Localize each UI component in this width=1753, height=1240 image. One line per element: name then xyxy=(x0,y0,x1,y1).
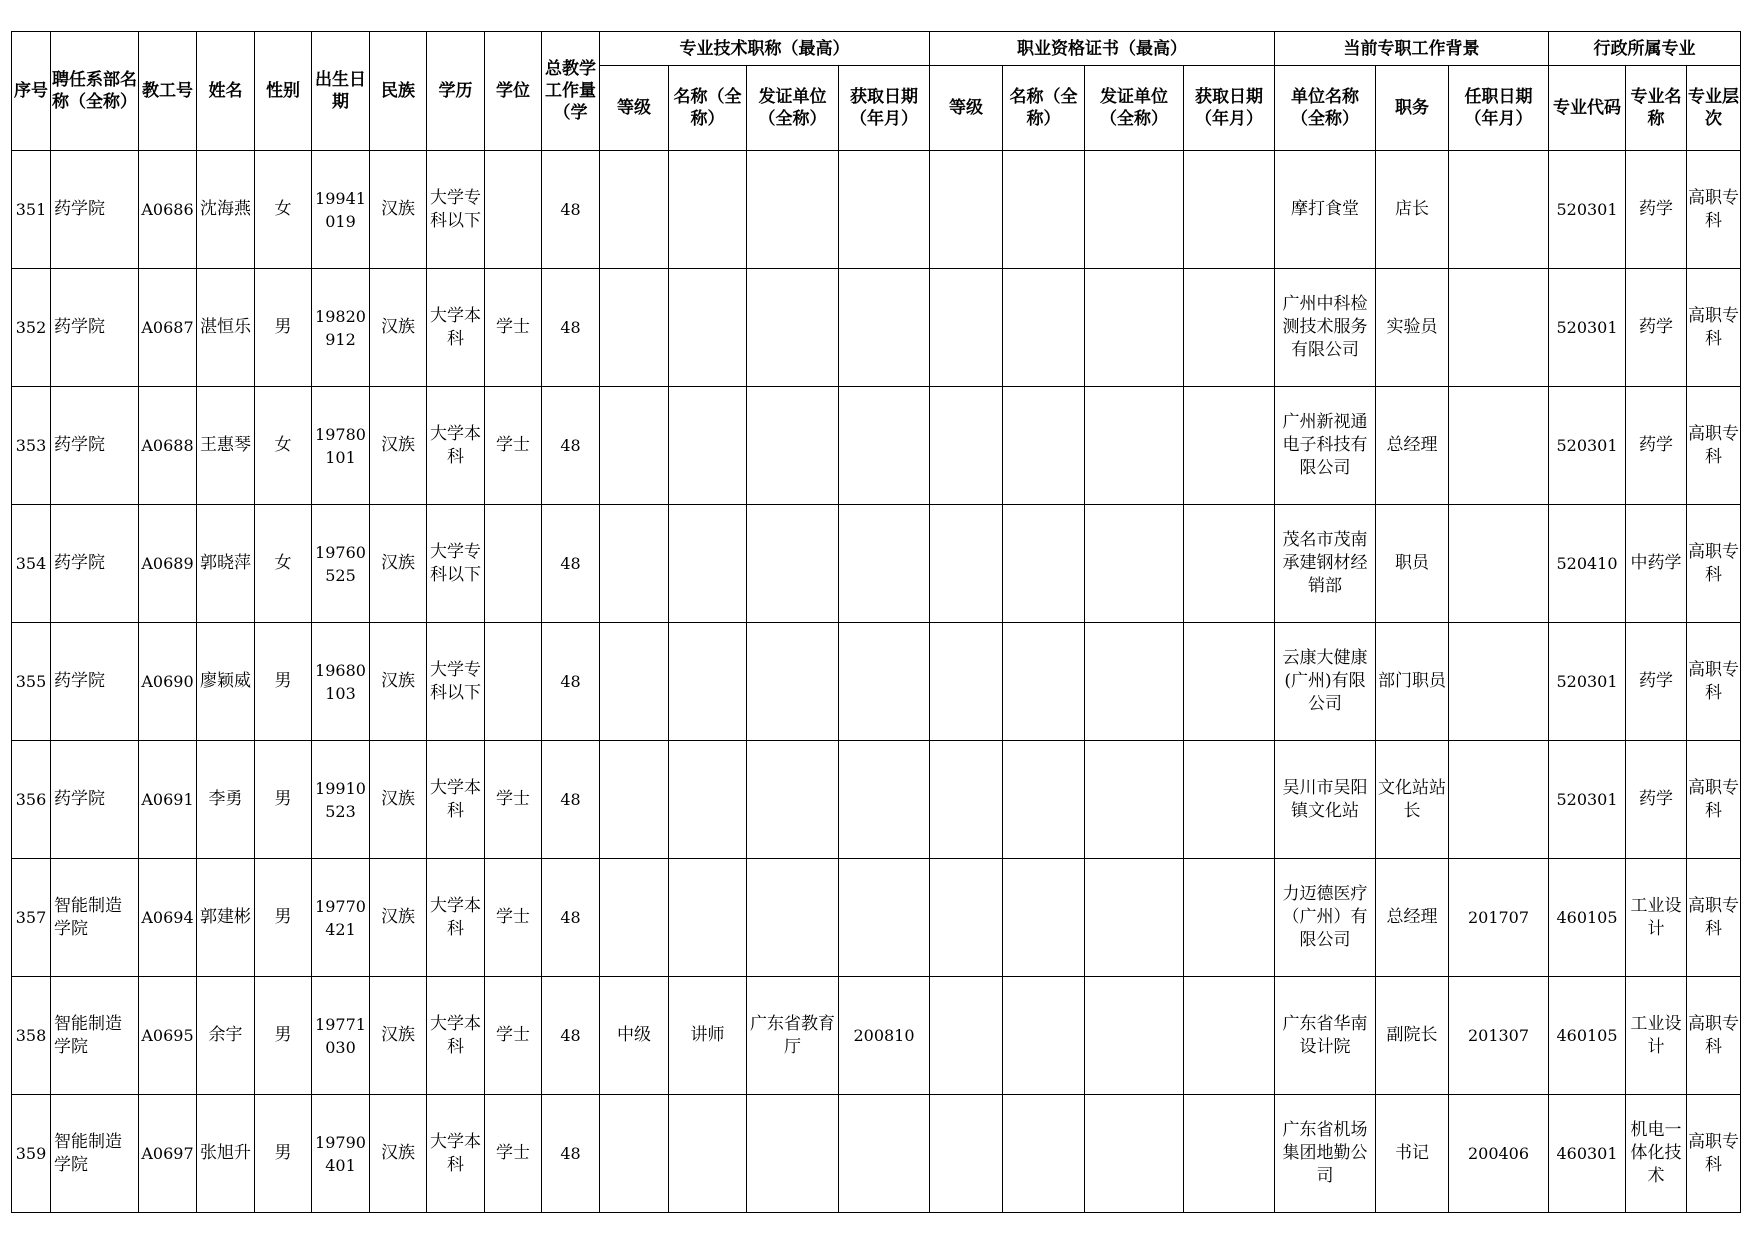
cell-cert-level xyxy=(930,1095,1003,1213)
cell-title-date xyxy=(839,859,930,977)
cell-birth: 19790401 xyxy=(312,1095,370,1213)
header-job-unit: 单位名称（全称） xyxy=(1275,66,1376,151)
cell-cert-issuer xyxy=(1085,741,1184,859)
table-row xyxy=(12,741,1741,859)
cell-title-issuer xyxy=(747,387,839,505)
header-cert-level: 等级 xyxy=(930,66,1003,151)
cell-major-name: 工业设计 xyxy=(1626,977,1687,1095)
cell-major-name: 中药学 xyxy=(1626,505,1687,623)
header-ethnicity: 民族 xyxy=(370,32,427,151)
cell-title-name xyxy=(669,151,747,269)
cell-ethnicity: 汉族 xyxy=(370,1095,427,1213)
cell-workload: 48 xyxy=(542,505,600,623)
cell-education: 大学专科以下 xyxy=(427,623,485,741)
header-cert-date: 获取日期（年月） xyxy=(1184,66,1275,151)
cell-seq: 359 xyxy=(12,1095,51,1213)
cell-degree: 学士 xyxy=(485,977,542,1095)
cell-cert-date xyxy=(1184,1095,1275,1213)
cell-dept: 智能制造学院 xyxy=(51,859,139,977)
cell-gender: 男 xyxy=(255,977,312,1095)
header-staff-id: 教工号 xyxy=(139,32,197,151)
cell-title-level xyxy=(600,623,669,741)
cell-title-issuer xyxy=(747,505,839,623)
cell-title-level xyxy=(600,387,669,505)
cell-cert-date xyxy=(1184,623,1275,741)
cell-job-position: 店长 xyxy=(1376,151,1449,269)
cell-major-name: 机电一体化技术 xyxy=(1626,1095,1687,1213)
cell-job-unit: 广州中科检测技术服务有限公司 xyxy=(1275,269,1376,387)
cell-job-unit: 云康大健康(广州)有限公司 xyxy=(1275,623,1376,741)
cell-cert-name xyxy=(1003,269,1085,387)
cell-cert-date xyxy=(1184,387,1275,505)
cell-major-code: 460105 xyxy=(1549,859,1626,977)
cell-cert-level xyxy=(930,151,1003,269)
cell-cert-date xyxy=(1184,977,1275,1095)
cell-degree: 学士 xyxy=(485,269,542,387)
cell-major-name: 药学 xyxy=(1626,387,1687,505)
cell-cert-level xyxy=(930,623,1003,741)
cell-cert-date xyxy=(1184,505,1275,623)
cell-job-date xyxy=(1449,269,1549,387)
cell-job-position: 副院长 xyxy=(1376,977,1449,1095)
cell-birth: 19910523 xyxy=(312,741,370,859)
cell-title-level xyxy=(600,505,669,623)
cell-major-level: 高职专科 xyxy=(1687,505,1741,623)
cell-education: 大学本科 xyxy=(427,1095,485,1213)
header-education: 学历 xyxy=(427,32,485,151)
cell-title-level xyxy=(600,1095,669,1213)
table-row xyxy=(12,269,1741,387)
cell-gender: 女 xyxy=(255,387,312,505)
cell-degree: 学士 xyxy=(485,741,542,859)
cell-staff-id: A0695 xyxy=(139,977,197,1095)
cell-major-level: 高职专科 xyxy=(1687,151,1741,269)
cell-degree: 学士 xyxy=(485,387,542,505)
cell-cert-issuer xyxy=(1085,977,1184,1095)
cell-cert-date xyxy=(1184,269,1275,387)
cell-dept: 药学院 xyxy=(51,505,139,623)
cell-seq: 355 xyxy=(12,623,51,741)
cell-workload: 48 xyxy=(542,387,600,505)
cell-degree xyxy=(485,151,542,269)
cell-degree: 学士 xyxy=(485,859,542,977)
cell-job-unit: 广州新视通电子科技有限公司 xyxy=(1275,387,1376,505)
cell-major-level: 高职专科 xyxy=(1687,977,1741,1095)
cell-staff-id: A0686 xyxy=(139,151,197,269)
cell-title-level xyxy=(600,859,669,977)
cell-title-name xyxy=(669,505,747,623)
cell-job-date xyxy=(1449,151,1549,269)
cell-dept: 药学院 xyxy=(51,151,139,269)
header-birth: 出生日期 xyxy=(312,32,370,151)
cell-name: 廖颖威 xyxy=(197,623,255,741)
cell-dept: 药学院 xyxy=(51,623,139,741)
header-title-issuer: 发证单位（全称） xyxy=(747,66,839,151)
cell-name: 郭晓萍 xyxy=(197,505,255,623)
cell-title-issuer xyxy=(747,623,839,741)
header-name: 姓名 xyxy=(197,32,255,151)
cell-cert-date xyxy=(1184,151,1275,269)
cell-major-code: 520410 xyxy=(1549,505,1626,623)
cell-major-code: 460105 xyxy=(1549,977,1626,1095)
cell-cert-level xyxy=(930,859,1003,977)
cell-major-level: 高职专科 xyxy=(1687,387,1741,505)
cell-dept: 智能制造学院 xyxy=(51,1095,139,1213)
cell-major-code: 520301 xyxy=(1549,387,1626,505)
cell-cert-issuer xyxy=(1085,151,1184,269)
cell-cert-level xyxy=(930,977,1003,1095)
cell-title-name: 讲师 xyxy=(669,977,747,1095)
cell-dept: 药学院 xyxy=(51,387,139,505)
header-seq: 序号 xyxy=(12,32,51,151)
cell-name: 李勇 xyxy=(197,741,255,859)
cell-workload: 48 xyxy=(542,977,600,1095)
cell-major-code: 520301 xyxy=(1549,151,1626,269)
cell-birth: 19680103 xyxy=(312,623,370,741)
cell-ethnicity: 汉族 xyxy=(370,977,427,1095)
cell-cert-date xyxy=(1184,741,1275,859)
cell-job-date: 200406 xyxy=(1449,1095,1549,1213)
cell-staff-id: A0689 xyxy=(139,505,197,623)
cell-major-level: 高职专科 xyxy=(1687,741,1741,859)
cell-seq: 351 xyxy=(12,151,51,269)
cell-title-name xyxy=(669,387,747,505)
header-gender: 性别 xyxy=(255,32,312,151)
cell-education: 大学本科 xyxy=(427,859,485,977)
cell-cert-level xyxy=(930,269,1003,387)
cell-cert-issuer xyxy=(1085,859,1184,977)
cell-cert-name xyxy=(1003,623,1085,741)
cell-title-name xyxy=(669,269,747,387)
cell-staff-id: A0690 xyxy=(139,623,197,741)
cell-workload: 48 xyxy=(542,859,600,977)
cell-job-unit: 吴川市吴阳镇文化站 xyxy=(1275,741,1376,859)
header-major-level: 专业层次 xyxy=(1687,66,1741,151)
cell-job-position: 总经理 xyxy=(1376,859,1449,977)
cell-name: 王惠琴 xyxy=(197,387,255,505)
cell-birth: 19941019 xyxy=(312,151,370,269)
cell-seq: 353 xyxy=(12,387,51,505)
cell-seq: 354 xyxy=(12,505,51,623)
cell-major-code: 460301 xyxy=(1549,1095,1626,1213)
cell-title-level xyxy=(600,741,669,859)
cell-workload: 48 xyxy=(542,741,600,859)
cell-major-name: 药学 xyxy=(1626,151,1687,269)
header-major-name: 专业名称 xyxy=(1626,66,1687,151)
cell-gender: 女 xyxy=(255,505,312,623)
header-major-code: 专业代码 xyxy=(1549,66,1626,151)
cell-cert-level xyxy=(930,741,1003,859)
cell-title-issuer xyxy=(747,1095,839,1213)
cell-gender: 男 xyxy=(255,741,312,859)
cell-title-level xyxy=(600,151,669,269)
cell-birth: 19771030 xyxy=(312,977,370,1095)
cell-title-date xyxy=(839,269,930,387)
cell-workload: 48 xyxy=(542,151,600,269)
cell-ethnicity: 汉族 xyxy=(370,387,427,505)
cell-workload: 48 xyxy=(542,1095,600,1213)
cell-job-position: 总经理 xyxy=(1376,387,1449,505)
cell-staff-id: A0687 xyxy=(139,269,197,387)
cell-title-issuer xyxy=(747,741,839,859)
cell-title-date xyxy=(839,387,930,505)
cell-staff-id: A0691 xyxy=(139,741,197,859)
table-row xyxy=(12,151,1741,269)
cell-birth: 19760525 xyxy=(312,505,370,623)
cell-title-name xyxy=(669,1095,747,1213)
cell-title-date xyxy=(839,1095,930,1213)
table-row xyxy=(12,859,1741,977)
cell-major-name: 药学 xyxy=(1626,623,1687,741)
header-title-level: 等级 xyxy=(600,66,669,151)
header-group-cert: 职业资格证书（最高） xyxy=(930,32,1275,66)
header-job-position: 职务 xyxy=(1376,66,1449,151)
header-group-job: 当前专职工作背景 xyxy=(1275,32,1549,66)
cell-title-date: 200810 xyxy=(839,977,930,1095)
cell-title-date xyxy=(839,505,930,623)
cell-title-level: 中级 xyxy=(600,977,669,1095)
cell-major-name: 药学 xyxy=(1626,269,1687,387)
cell-title-issuer: 广东省教育厅 xyxy=(747,977,839,1095)
cell-seq: 356 xyxy=(12,741,51,859)
cell-title-date xyxy=(839,151,930,269)
cell-job-date xyxy=(1449,623,1549,741)
header-title-date: 获取日期（年月） xyxy=(839,66,930,151)
cell-staff-id: A0697 xyxy=(139,1095,197,1213)
cell-cert-name xyxy=(1003,387,1085,505)
cell-degree xyxy=(485,505,542,623)
cell-job-date: 201707 xyxy=(1449,859,1549,977)
cell-major-level: 高职专科 xyxy=(1687,1095,1741,1213)
cell-staff-id: A0694 xyxy=(139,859,197,977)
cell-title-date xyxy=(839,741,930,859)
cell-cert-issuer xyxy=(1085,1095,1184,1213)
staff-table xyxy=(11,31,1741,1213)
cell-title-issuer xyxy=(747,151,839,269)
header-degree: 学位 xyxy=(485,32,542,151)
cell-job-unit: 力迈德医疗（广州）有限公司 xyxy=(1275,859,1376,977)
cell-title-name xyxy=(669,741,747,859)
cell-seq: 358 xyxy=(12,977,51,1095)
cell-major-level: 高职专科 xyxy=(1687,623,1741,741)
cell-dept: 药学院 xyxy=(51,269,139,387)
cell-name: 沈海燕 xyxy=(197,151,255,269)
cell-ethnicity: 汉族 xyxy=(370,859,427,977)
cell-title-issuer xyxy=(747,859,839,977)
table-row xyxy=(12,977,1741,1095)
cell-cert-name xyxy=(1003,741,1085,859)
cell-gender: 男 xyxy=(255,623,312,741)
cell-job-position: 部门职员 xyxy=(1376,623,1449,741)
cell-name: 余宇 xyxy=(197,977,255,1095)
cell-job-unit: 广东省机场集团地勤公司 xyxy=(1275,1095,1376,1213)
cell-major-code: 520301 xyxy=(1549,623,1626,741)
cell-job-position: 文化站站长 xyxy=(1376,741,1449,859)
cell-gender: 女 xyxy=(255,151,312,269)
cell-major-name: 药学 xyxy=(1626,741,1687,859)
cell-education: 大学专科以下 xyxy=(427,505,485,623)
cell-job-position: 书记 xyxy=(1376,1095,1449,1213)
cell-degree: 学士 xyxy=(485,1095,542,1213)
table-row xyxy=(12,387,1741,505)
cell-cert-issuer xyxy=(1085,269,1184,387)
header-cert-name: 名称（全称） xyxy=(1003,66,1085,151)
cell-job-date xyxy=(1449,741,1549,859)
cell-education: 大学本科 xyxy=(427,269,485,387)
cell-major-code: 520301 xyxy=(1549,269,1626,387)
cell-dept: 药学院 xyxy=(51,741,139,859)
header-job-date: 任职日期（年月） xyxy=(1449,66,1549,151)
cell-job-date xyxy=(1449,387,1549,505)
table-row xyxy=(12,505,1741,623)
cell-job-date xyxy=(1449,505,1549,623)
cell-name: 郭建彬 xyxy=(197,859,255,977)
cell-education: 大学本科 xyxy=(427,387,485,505)
cell-job-position: 职员 xyxy=(1376,505,1449,623)
cell-birth: 19780101 xyxy=(312,387,370,505)
cell-gender: 男 xyxy=(255,859,312,977)
cell-major-level: 高职专科 xyxy=(1687,269,1741,387)
cell-ethnicity: 汉族 xyxy=(370,741,427,859)
cell-seq: 352 xyxy=(12,269,51,387)
cell-job-position: 实验员 xyxy=(1376,269,1449,387)
cell-cert-name xyxy=(1003,977,1085,1095)
cell-title-date xyxy=(839,623,930,741)
header-dept: 聘任系部名称（全称） xyxy=(51,32,139,151)
cell-cert-name xyxy=(1003,859,1085,977)
cell-seq: 357 xyxy=(12,859,51,977)
header-group-title: 专业技术职称（最高） xyxy=(600,32,930,66)
cell-job-unit: 广东省华南设计院 xyxy=(1275,977,1376,1095)
cell-name: 湛恒乐 xyxy=(197,269,255,387)
cell-major-name: 工业设计 xyxy=(1626,859,1687,977)
cell-job-unit: 茂名市茂南承建钢材经销部 xyxy=(1275,505,1376,623)
cell-ethnicity: 汉族 xyxy=(370,269,427,387)
cell-cert-name xyxy=(1003,151,1085,269)
cell-cert-level xyxy=(930,387,1003,505)
cell-cert-name xyxy=(1003,505,1085,623)
cell-ethnicity: 汉族 xyxy=(370,623,427,741)
cell-staff-id: A0688 xyxy=(139,387,197,505)
header-workload: 总教学工作量（学 xyxy=(542,32,600,151)
cell-title-name xyxy=(669,859,747,977)
cell-ethnicity: 汉族 xyxy=(370,505,427,623)
cell-cert-date xyxy=(1184,859,1275,977)
cell-job-date: 201307 xyxy=(1449,977,1549,1095)
cell-workload: 48 xyxy=(542,269,600,387)
cell-cert-issuer xyxy=(1085,505,1184,623)
cell-cert-level xyxy=(930,505,1003,623)
cell-education: 大学本科 xyxy=(427,741,485,859)
cell-education: 大学本科 xyxy=(427,977,485,1095)
cell-degree xyxy=(485,623,542,741)
header-title-name: 名称（全称） xyxy=(669,66,747,151)
cell-cert-issuer xyxy=(1085,623,1184,741)
cell-birth: 19820912 xyxy=(312,269,370,387)
cell-gender: 男 xyxy=(255,269,312,387)
header-group-major: 行政所属专业 xyxy=(1549,32,1741,66)
cell-title-level xyxy=(600,269,669,387)
cell-job-unit: 摩打食堂 xyxy=(1275,151,1376,269)
cell-gender: 男 xyxy=(255,1095,312,1213)
table-row xyxy=(12,623,1741,741)
header-cert-issuer: 发证单位（全称） xyxy=(1085,66,1184,151)
cell-major-level: 高职专科 xyxy=(1687,859,1741,977)
cell-ethnicity: 汉族 xyxy=(370,151,427,269)
cell-name: 张旭升 xyxy=(197,1095,255,1213)
cell-major-code: 520301 xyxy=(1549,741,1626,859)
cell-workload: 48 xyxy=(542,623,600,741)
cell-education: 大学专科以下 xyxy=(427,151,485,269)
cell-birth: 19770421 xyxy=(312,859,370,977)
table-row xyxy=(12,1095,1741,1213)
cell-dept: 智能制造学院 xyxy=(51,977,139,1095)
cell-title-name xyxy=(669,623,747,741)
cell-cert-name xyxy=(1003,1095,1085,1213)
cell-cert-issuer xyxy=(1085,387,1184,505)
cell-title-issuer xyxy=(747,269,839,387)
